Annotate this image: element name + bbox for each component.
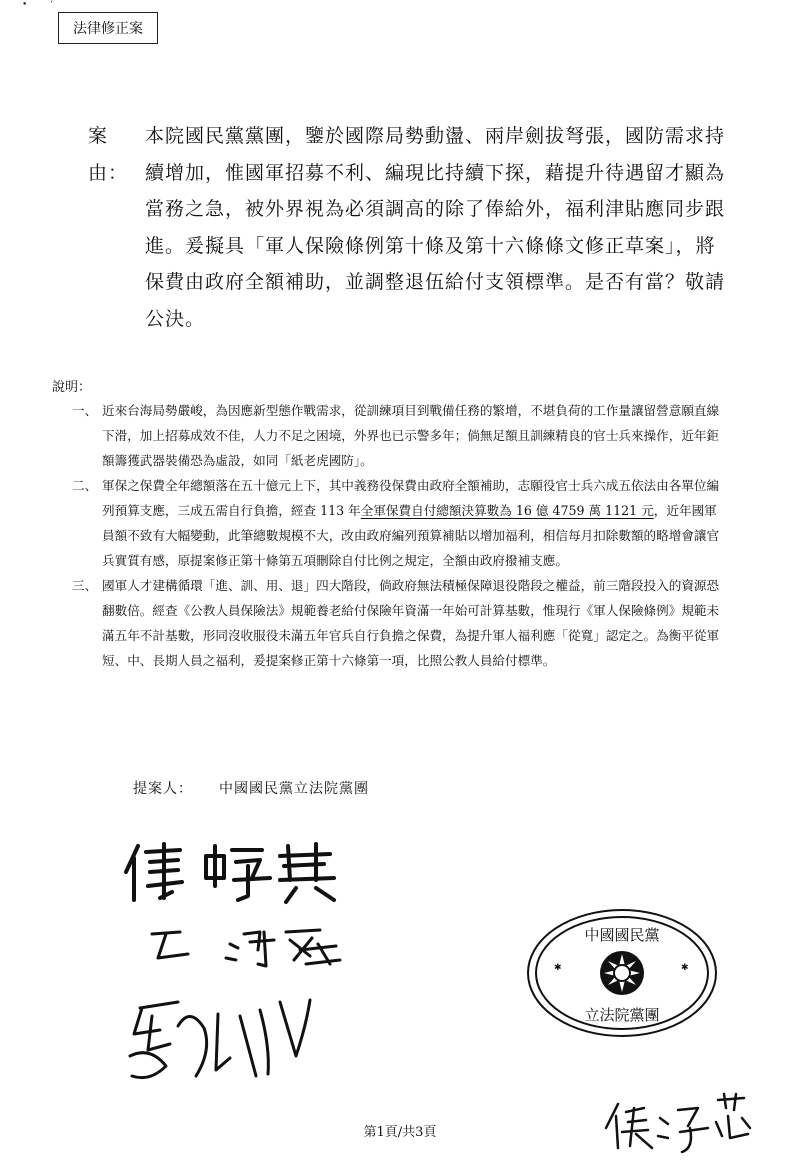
explanation-heading: 說明： — [52, 380, 92, 395]
item-text-pre: 軍保之保費全年總額落在五十億元上下，其中義務役保費由政府全額補助，志願役官士兵六成五依法由各單位編列預算支應，三成五需自行負擔，經查 113 年 — [102, 478, 720, 518]
document-type-label: 法律修正案 — [58, 12, 158, 44]
proposer-line — [133, 778, 369, 798]
explanation-item-2 — [72, 473, 722, 573]
item-text — [102, 473, 722, 573]
signature-2 — [140, 920, 370, 974]
item-text-post: ，近年國軍員額不致有大幅變動，此筆總數規模不大，改由政府編列預算補貼以增加福利，相信每月扣除數額的略增會讓官兵實質有感，原提案修正第十條第五項刪除自付比例之規定，全額由政府撥補支應。 — [102, 503, 720, 568]
explanation-item-1 — [72, 398, 722, 473]
signature-3 — [120, 986, 330, 1102]
signature-1 — [120, 836, 360, 908]
svg-text:✱: ✱ — [554, 963, 562, 973]
explanation-list — [72, 398, 722, 673]
item-number: 二、 — [72, 478, 98, 493]
underlined-figure: 全軍保費自付總額決算數為 16 億 4759 萬 1121 元 — [360, 503, 654, 518]
cause-text: 本院國民黨黨團，鑒於國際局勢動盪、兩岸劍拔弩張，國防需求持續增加，惟國軍招募不利、編現比持續下探，藉提升待遇留才顯為當務之急，被外界視為必須調高的除了俸給外，福利津貼應同步跟進。爰擬具「軍人保險條例第十條及第十六條條文修正草案」，將保費由政府全額補助，並調整退伍給付支領標準。是否有當？敬請公決。 — [145, 125, 726, 330]
caucus-seal — [524, 906, 720, 1040]
item-text: 國軍人才建構循環「進、訓、用、退」四大階段，倘政府無法積極保障退役階段之權益，前三階段投入的資源恐翻數倍。經查《公教人員保險法》規範養老給付保險年資滿一年始可計算基數，惟現行《軍人保險條例》規範未滿五年不計基數，形同沒收服役未滿五年官兵自行負擔之保費，為提升軍人福利應「從寬」認定之。為衡平從軍短、中、長期人員之福利，爰提案修正第十六條第一項，比照公教人員給付標準。 — [102, 578, 720, 668]
proposer-name: 中國國民黨立法院黨團 — [219, 781, 369, 797]
seal-bottom-text: 立法院黨團 — [584, 1006, 660, 1024]
explanation-item-3 — [72, 573, 722, 673]
item-text: 近來台海局勢嚴峻，為因應新型態作戰需求，從訓練項目到戰備任務的繁增，不堪負荷的工作量讓留營意願直線下滑，加上招募成效不佳，人力不足之困境，外界也已示警多年；倘無足額且訓練精良的官士兵來操作，近年鉅額籌獲武器裝備恐為虛設，如同「紙老虎國防」。 — [102, 403, 720, 468]
scan-specks: • ʻ — [22, 0, 64, 10]
cause-label: 案由： — [88, 125, 129, 184]
item-number: 一、 — [72, 403, 98, 418]
page-number: 第1頁/共3頁 — [363, 1125, 437, 1140]
proposer-label: 提案人： — [133, 781, 193, 797]
seal-top-text: 中國國民黨 — [584, 926, 660, 944]
cause-section — [88, 118, 728, 337]
svg-text:✱: ✱ — [681, 963, 689, 973]
item-number: 三、 — [72, 578, 98, 593]
